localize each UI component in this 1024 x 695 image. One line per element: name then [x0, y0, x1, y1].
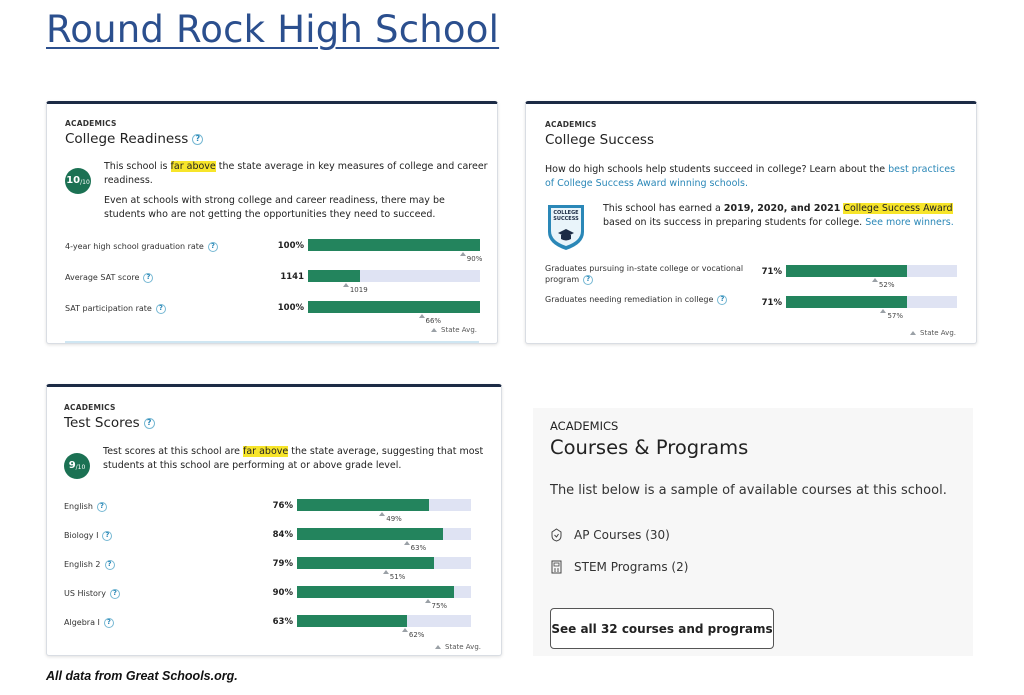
ap-icon	[550, 528, 563, 542]
metric-label-text: SAT participation rate	[65, 304, 152, 313]
state-avg-icon	[872, 278, 878, 282]
summary-post: the state average, suggesting that most students at this school are performing at or above grade level.	[103, 446, 484, 471]
bar-track	[297, 615, 471, 627]
card-title-text: Test Scores	[64, 415, 140, 431]
metric-value: 76%	[272, 501, 293, 511]
rating-score: 9	[68, 460, 76, 471]
bar-track	[297, 528, 471, 540]
source-footnote: All data from Great Schools.org.	[46, 669, 238, 683]
metric-label	[65, 303, 265, 314]
metric-label	[65, 241, 265, 252]
rating-score: 10	[66, 175, 81, 186]
award-line-1: COLLEGE	[553, 210, 579, 216]
metric-label-text: Average SAT score	[65, 273, 140, 282]
page-title[interactable]: Round Rock High School	[46, 8, 500, 51]
divider	[65, 341, 479, 343]
metric-label	[64, 559, 244, 570]
bar-fill	[308, 301, 480, 313]
card-title	[64, 415, 155, 431]
state-avg-value: 62%	[408, 631, 425, 639]
summary-text	[103, 445, 488, 473]
metric-row	[47, 586, 501, 616]
metric-label	[64, 501, 244, 512]
college-success-card	[525, 101, 977, 344]
test-scores-card	[46, 384, 502, 656]
metric-value: 71%	[761, 298, 782, 308]
summary-post: the state average in key measures of college and career readiness.	[104, 161, 488, 186]
summary-highlight: far above	[170, 161, 216, 172]
rating-total: /10	[75, 463, 86, 471]
metric-value: 84%	[272, 530, 293, 540]
award-text	[603, 202, 968, 230]
college-readiness-card	[46, 101, 498, 344]
state-avg-value: 52%	[878, 281, 895, 289]
help-icon[interactable]: ?	[97, 502, 107, 512]
summary-pre: This school is	[104, 161, 171, 172]
metric-label-text: Graduates pursuing in-state college or vocational program	[545, 264, 744, 284]
help-icon[interactable]: ?	[583, 275, 593, 285]
help-icon[interactable]: ?	[102, 531, 112, 541]
bar-track	[308, 239, 480, 251]
award-pre: This school has earned a	[603, 203, 724, 214]
help-icon[interactable]: ?	[143, 273, 153, 283]
metric-row	[47, 499, 501, 529]
help-icon[interactable]: ?	[192, 134, 203, 145]
state-avg-value: 49%	[386, 515, 402, 523]
metric-value: 100%	[277, 303, 304, 313]
metric-label-text: Biology I	[64, 531, 99, 540]
state-avg-icon	[425, 599, 431, 603]
bar-track	[297, 499, 471, 511]
metric-row	[47, 270, 497, 300]
list-item-ap-courses[interactable]	[550, 528, 670, 542]
state-avg-legend	[431, 326, 477, 334]
eyebrow: ACADEMICS	[545, 120, 597, 129]
bar-track	[786, 296, 957, 308]
help-icon[interactable]: ?	[110, 589, 120, 599]
state-avg-icon	[910, 331, 916, 335]
summary-highlight: far above	[243, 446, 289, 457]
state-avg-icon	[379, 512, 385, 516]
state-avg-icon	[402, 628, 408, 632]
intro-text	[545, 163, 965, 191]
state-avg-value: 66%	[425, 317, 442, 325]
intro-pre: How do high schools help students succeed in college? Learn about the	[545, 164, 889, 175]
metric-label-text: Graduates needing remediation in college	[545, 295, 714, 304]
state-avg-icon	[343, 283, 349, 287]
state-avg-value: 1019	[349, 286, 368, 294]
list-item-stem-programs[interactable]	[550, 560, 688, 574]
rating-badge	[64, 453, 90, 479]
intro-text: The list below is a sample of available courses at this school.	[550, 483, 947, 498]
college-success-award-icon	[545, 202, 587, 252]
legend-label: State Avg.	[445, 643, 481, 651]
metric-value: 1141	[280, 272, 304, 282]
rating-badge	[65, 168, 91, 194]
eyebrow: ACADEMICS	[550, 419, 619, 433]
state-avg-icon	[880, 309, 886, 313]
state-avg-value: 57%	[887, 312, 904, 320]
bar-track	[308, 301, 480, 313]
award-post: based on its success in preparing students for college.	[603, 217, 866, 228]
award-highlight: College Success Award	[843, 203, 953, 214]
help-icon[interactable]: ?	[208, 242, 218, 252]
metric-label	[64, 530, 244, 541]
state-avg-value: 63%	[410, 544, 427, 552]
metric-label-text: English 2	[64, 560, 101, 569]
metric-label-text: 4-year high school graduation rate	[65, 242, 204, 251]
metric-row	[47, 615, 501, 645]
bar-track	[297, 586, 471, 598]
eyebrow: ACADEMICS	[65, 119, 117, 128]
bar-fill	[308, 239, 480, 251]
help-icon[interactable]: ?	[144, 418, 155, 429]
help-icon[interactable]: ?	[105, 560, 115, 570]
help-icon[interactable]: ?	[717, 295, 727, 305]
bar-track	[786, 265, 957, 277]
card-title	[65, 131, 203, 147]
state-avg-icon	[435, 645, 441, 649]
state-avg-icon	[419, 314, 425, 318]
bar-fill	[786, 296, 907, 308]
metric-row	[47, 239, 497, 269]
state-avg-icon	[431, 328, 437, 332]
state-avg-value: 75%	[431, 602, 448, 610]
metric-value: 90%	[272, 588, 293, 598]
metric-label-text: Algebra I	[64, 618, 100, 627]
state-avg-legend	[910, 329, 956, 337]
see-all-courses-button[interactable]: See all 32 courses and programs	[550, 608, 774, 649]
award-line-2: SUCCESS	[553, 216, 579, 222]
list-item-label: STEM Programs (2)	[574, 560, 689, 574]
summary-pre: Test scores at this school are	[103, 446, 244, 457]
bar-fill	[297, 557, 434, 569]
metric-value: 71%	[761, 267, 782, 277]
help-icon[interactable]: ?	[104, 618, 114, 628]
bar-fill	[308, 270, 360, 282]
courses-programs-card	[533, 408, 973, 656]
list-item-label: AP Courses (30)	[574, 528, 670, 542]
note-text: Even at schools with strong college and career readiness, there may be students who are not getting the opportunities they need to succeed.	[104, 195, 445, 220]
card-title	[545, 132, 654, 148]
state-avg-icon	[404, 541, 410, 545]
state-avg-icon	[460, 252, 466, 256]
metric-row	[526, 265, 976, 295]
card-title: Courses & Programs	[550, 436, 749, 459]
metric-row	[47, 301, 497, 331]
bar-fill	[297, 528, 443, 540]
card-title-text: College Readiness	[65, 131, 189, 147]
metric-label	[64, 617, 244, 628]
bar-fill	[297, 586, 454, 598]
summary-text	[104, 160, 489, 188]
award-years: 2019, 2020, and 2021	[723, 203, 841, 214]
rating-total: /10	[80, 178, 90, 186]
state-avg-legend	[435, 643, 481, 651]
bar-fill	[786, 265, 907, 277]
metric-value: 79%	[272, 559, 293, 569]
metric-label	[65, 272, 265, 283]
best-practices-link[interactable]: best practices of College Success Award winning schools.	[545, 164, 956, 189]
metric-label	[64, 588, 244, 599]
metric-row	[47, 528, 501, 558]
legend-label: State Avg.	[920, 329, 956, 337]
legend-label: State Avg.	[441, 326, 477, 334]
bar-fill	[297, 615, 407, 627]
bar-fill	[297, 499, 429, 511]
state-avg-value: 51%	[389, 573, 406, 581]
metric-label	[545, 263, 745, 285]
card-title-text: College Success	[545, 132, 655, 148]
bar-track	[297, 557, 471, 569]
bar-track	[308, 270, 480, 282]
metric-row	[47, 557, 501, 587]
metric-row	[526, 296, 976, 326]
metric-value: 63%	[272, 617, 293, 627]
state-avg-icon	[383, 570, 389, 574]
metric-label	[545, 294, 745, 305]
metric-label-text: English	[64, 502, 93, 511]
see-more-winners-link[interactable]: See more winners.	[865, 217, 954, 228]
metric-label-text: US History	[64, 589, 106, 598]
state-avg-value: 90%	[466, 255, 483, 263]
eyebrow: ACADEMICS	[64, 403, 116, 412]
help-icon[interactable]: ?	[156, 304, 166, 314]
metric-value: 100%	[277, 241, 304, 251]
stem-icon	[550, 560, 563, 574]
